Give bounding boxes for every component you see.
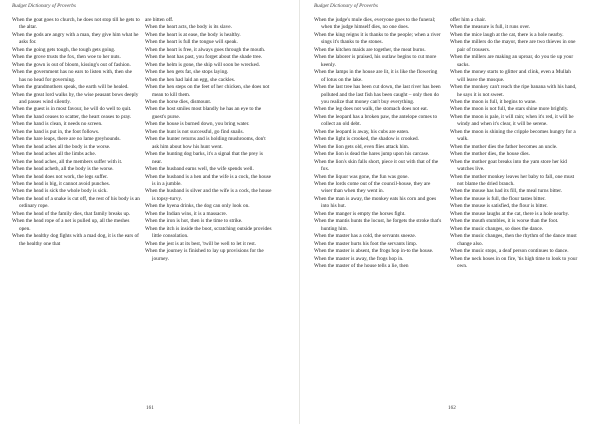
proverb-entry: When the laborer is praised, his outlaw begins to cut more keenly. [314, 54, 437, 68]
proverb-entry: When the last tree has been cut down, the last river has been polluted and the last fish has been caught – only then do you realize that money can't buy everything. [314, 84, 441, 105]
proverb-entry: When the mother goat breaks into the yam store her kid watches live. [450, 158, 567, 173]
proverb-entry: When the mother dies the father becomes an uncle. [450, 143, 558, 150]
proverb-entry: When the hand is put in, the foot follows. [12, 128, 100, 135]
proverb-entry: When the house is burned down, you bring water. [145, 121, 250, 128]
proverb-entry: When the music changes, so does the dance. [450, 225, 544, 232]
proverb-entry: When the mice laugh at the cat, there is a hole nearby. [450, 31, 564, 38]
proverb-entry: When the hand is clean, it needs no screen. [12, 121, 103, 128]
proverb-entry: When the head is big, it cannot avoid punches. [12, 180, 110, 187]
proverb-entry: When the man is away, the monkey eats his corn and goes into his hut. [314, 195, 437, 210]
proverb-entry: When the journey is finished to lay up provisions for the journey. [145, 248, 264, 262]
proverb-entry: are bitten off. [145, 17, 174, 23]
proverb-entry: When the heart is full the tongue will speak. [145, 39, 238, 46]
proverb-entry: offer him a chair. [450, 17, 487, 23]
proverb-entry: When the head of a snake is cut off, the rest of his body is an ordinary rope. [12, 195, 140, 210]
proverb-entry: When the helm is gone, the ship will soon be wrecked. [145, 61, 260, 68]
proverb-entry: When the head acheth, all the body is the worse. [12, 166, 114, 173]
proverb-entry: When the mother dies, the house dies. [450, 151, 530, 158]
running-header: Budget Dictionary of Proverbs [314, 3, 378, 9]
proverb-entry: When the leg does not walk, the stomach does not eat. [314, 106, 429, 113]
proverb-entry: When the master hurts his foot the servants limp. [314, 240, 418, 247]
proverb-entry: When the government has no ears to listen with, then she has no head for governing. [12, 69, 132, 83]
proverb-entry: When the lords come out of the council-house, they are wiser than when they went in. [314, 180, 431, 195]
proverb-entry: When the leopard is away, his cubs are eaten. [314, 128, 410, 135]
proverb-entry: When the goat goes to church, he does not stop till he gets to the altar. [12, 17, 140, 31]
proverb-entry: When the mantis hunts the locust, he forgets the stroke that's hunting him. [314, 218, 442, 232]
proverb-entry: When the going gets tough, the tough gets going. [12, 46, 116, 53]
proverb-entry: When the moon is shining the cripple becomes hungry for a walk. [450, 128, 576, 143]
proverb-entry: When the leopard has a broken paw, the antelope comes to collect an old debt. [314, 113, 438, 128]
proverb-entry: When the hand ceases to scatter, the heart ceases to pray. [12, 113, 132, 120]
proverb-entry: When the mother monkey leaves her baby to fall, one must not blame the dried branch. [450, 173, 575, 187]
proverb-entry: When the hyena drinks, the dog can only look on. [145, 203, 250, 210]
proverb-entry: When the neck hoses in on fire, 'tis high time to look to your own. [450, 255, 578, 269]
proverb-entry: When the mouth stumbles, it is worse than the foot. [450, 218, 559, 225]
proverb-entry: When the hen steps on the feet of her chicken, she does not mean to kill them. [145, 84, 270, 98]
proverb-entry: When the gods are angry with a man, they give him what he asks for. [12, 31, 139, 46]
proverb-entry: When the Indian wins, it is a massacre. [145, 210, 228, 217]
proverb-entry: When the healthy dog fights with a mad dog, it is the ears of the healthy one that [12, 233, 139, 247]
left-column [12, 17, 140, 248]
proverb-entry: When the master of the house tells a lie, then [314, 262, 409, 269]
proverb-entry: When the king reigns it is thanks to the people; when a river sings it's thanks to the stones. [314, 31, 441, 46]
proverb-entry: When the hunting dog barks, it's a signal that the prey is near. [145, 151, 263, 165]
proverb-entry: When the music changes, then the rhythm of the dance must change also. [450, 233, 577, 247]
proverb-entry: When the iron is hot, then is the time to strike. [145, 218, 243, 225]
proverb-entry: When the moon is not full, the stars shine more brightly. [450, 106, 569, 113]
proverb-entry: When the head of the family dies, that family breaks up. [12, 210, 131, 217]
proverb-entry: When the lion's skin falls short, piece it out with that of the fox. [314, 158, 439, 173]
proverb-entry: When the lion gets old, even flies attack him. [314, 143, 410, 150]
proverb-entry: When the liquor was gone, the fun was gone. [314, 173, 409, 180]
proverb-entry: When the head does not work, the legs suffer. [12, 173, 108, 180]
proverb-entry: When the light is crooked, the shadow is crooked. [314, 136, 419, 143]
proverb-entry: When the itch is inside the boot, scratching outside provides little consolation. [145, 225, 272, 240]
proverb-entry: When the mouse has had its fill, the meal turns bitter. [450, 188, 562, 195]
proverb-entry: When the hunter returns and is holding mushrooms, don't ask him about how his hunt went. [145, 136, 266, 150]
proverb-entry: When the moon is full, it begins to wane. [450, 98, 537, 105]
proverb-entry: When the heart is at ease, the body is healthy. [145, 31, 241, 38]
proverb-entry: When the horse dies, dismount. [145, 98, 212, 105]
proverb-entry: When the hen had laid an egg, she cackles. [145, 76, 236, 83]
running-header: Budget Dictionary of Proverbs [12, 3, 76, 9]
proverb-entry: When the husband is silver and the wife is a cock, the house is topsy-turvy. [145, 188, 272, 202]
proverb-entry: When the grove trusts the fox, then woe to her nuts. [12, 54, 121, 61]
right-page [300, 0, 600, 424]
proverb-entry: When the hunt is not successful, go find snails. [145, 128, 244, 135]
proverb-entry: When the monkey can't reach the ripe banana with his hand, he says it is not sweet. [450, 84, 577, 98]
proverb-entry: When the mouse is full, the flour tastes bitter. [450, 195, 546, 202]
proverb-entry: When the head rope of a net is pulled up, all the meshes open. [12, 218, 130, 232]
proverb-entry: When the music stops, a deaf person continues to dance. [450, 248, 569, 255]
right-column [145, 17, 273, 263]
proverb-entry: When the hare leaps, there are no lame greyhounds. [12, 136, 121, 143]
page-number: 162 [448, 405, 456, 411]
proverb-entry: When the millers do the mayor, there are two thieves in one pair of trousers. [450, 39, 576, 53]
proverb-entry: When the master has a cold, the servants sneeze. [314, 233, 417, 240]
proverb-entry: When the lamps in the house are lit, it is like the flowering of lotus on the lake. [314, 69, 438, 83]
proverb-entry: When the grandmothers speak, the earth will be healed. [12, 84, 129, 91]
right-column [450, 17, 578, 270]
proverb-entry: When the head aches all the body is the worse. [12, 143, 111, 150]
proverb-entry: When the mouse laughs at the cat, there is a hole nearby. [450, 210, 570, 217]
proverb-entry: When the head aches, all the members suffer with it. [12, 158, 123, 165]
proverb-entry: When the judge's mule dies, everyone goes to the funeral; when the judge himself dies, no one does. [314, 17, 436, 31]
proverb-entry: When the kitchen maids are together, the meat burns. [314, 46, 426, 53]
left-column [314, 17, 442, 270]
proverb-entry: When the gown is out of bloom, kissing's out of fashion. [12, 61, 131, 68]
proverb-entry: When the heat has past, you forget about the shade tree. [145, 54, 263, 61]
proverb-entry: When the measure is full, it runs over. [450, 24, 531, 31]
proverb-entry: When the husband earns well, the wife spends well. [145, 166, 254, 173]
proverb-entry: When the hen gets fat, she stops laying. [145, 69, 229, 76]
proverb-entry: When the jest is at its best, 'twill be well to let it rest. [145, 240, 257, 247]
proverb-entry: When the millers are making an uproar, do you tie up your sacks. [450, 54, 574, 68]
proverb-entry: When the master is away, the frogs hop in. [314, 255, 404, 262]
proverb-entry: When the great lord walks by, the wise peasant bows deeply and passes wind silently. [12, 91, 139, 105]
proverb-entry: When the host smiles most blandly he has an eye to the guest's purse. [145, 106, 262, 120]
page-number: 161 [146, 405, 154, 411]
proverb-entry: When the head aches all the limbs ache. [12, 151, 96, 158]
proverb-entry: When the manger is empty the horses fight. [314, 210, 406, 217]
proverb-entry: When the mouse is satisfied, the flour is bitter. [450, 203, 548, 210]
proverb-entry: When the heart is free, it always goes through the mouth. [145, 46, 266, 53]
proverb-entry: When the head is sick the whole body is sick. [12, 188, 108, 195]
proverb-entry: When the moon is pale, it will rain; when it's red, it will be windy and when it's clear, it will be serene. [450, 113, 574, 128]
proverb-entry: When the husband is a hen and the wife is a cock, the house is in a jumble. [145, 173, 271, 187]
proverb-entry: When the master is absent, the frogs hop in-to the house. [314, 248, 434, 255]
proverb-entry: When the guest is in most favour, he will do well to quit. [12, 106, 132, 113]
proverb-entry: When the money starts to glitter and clink, even a Mullah will leave the mosque. [450, 69, 571, 83]
proverb-entry: When the heart acts, the body is its slave. [145, 24, 232, 31]
proverb-entry: When the lion is dead the hares jump upon his carcase. [314, 151, 430, 158]
